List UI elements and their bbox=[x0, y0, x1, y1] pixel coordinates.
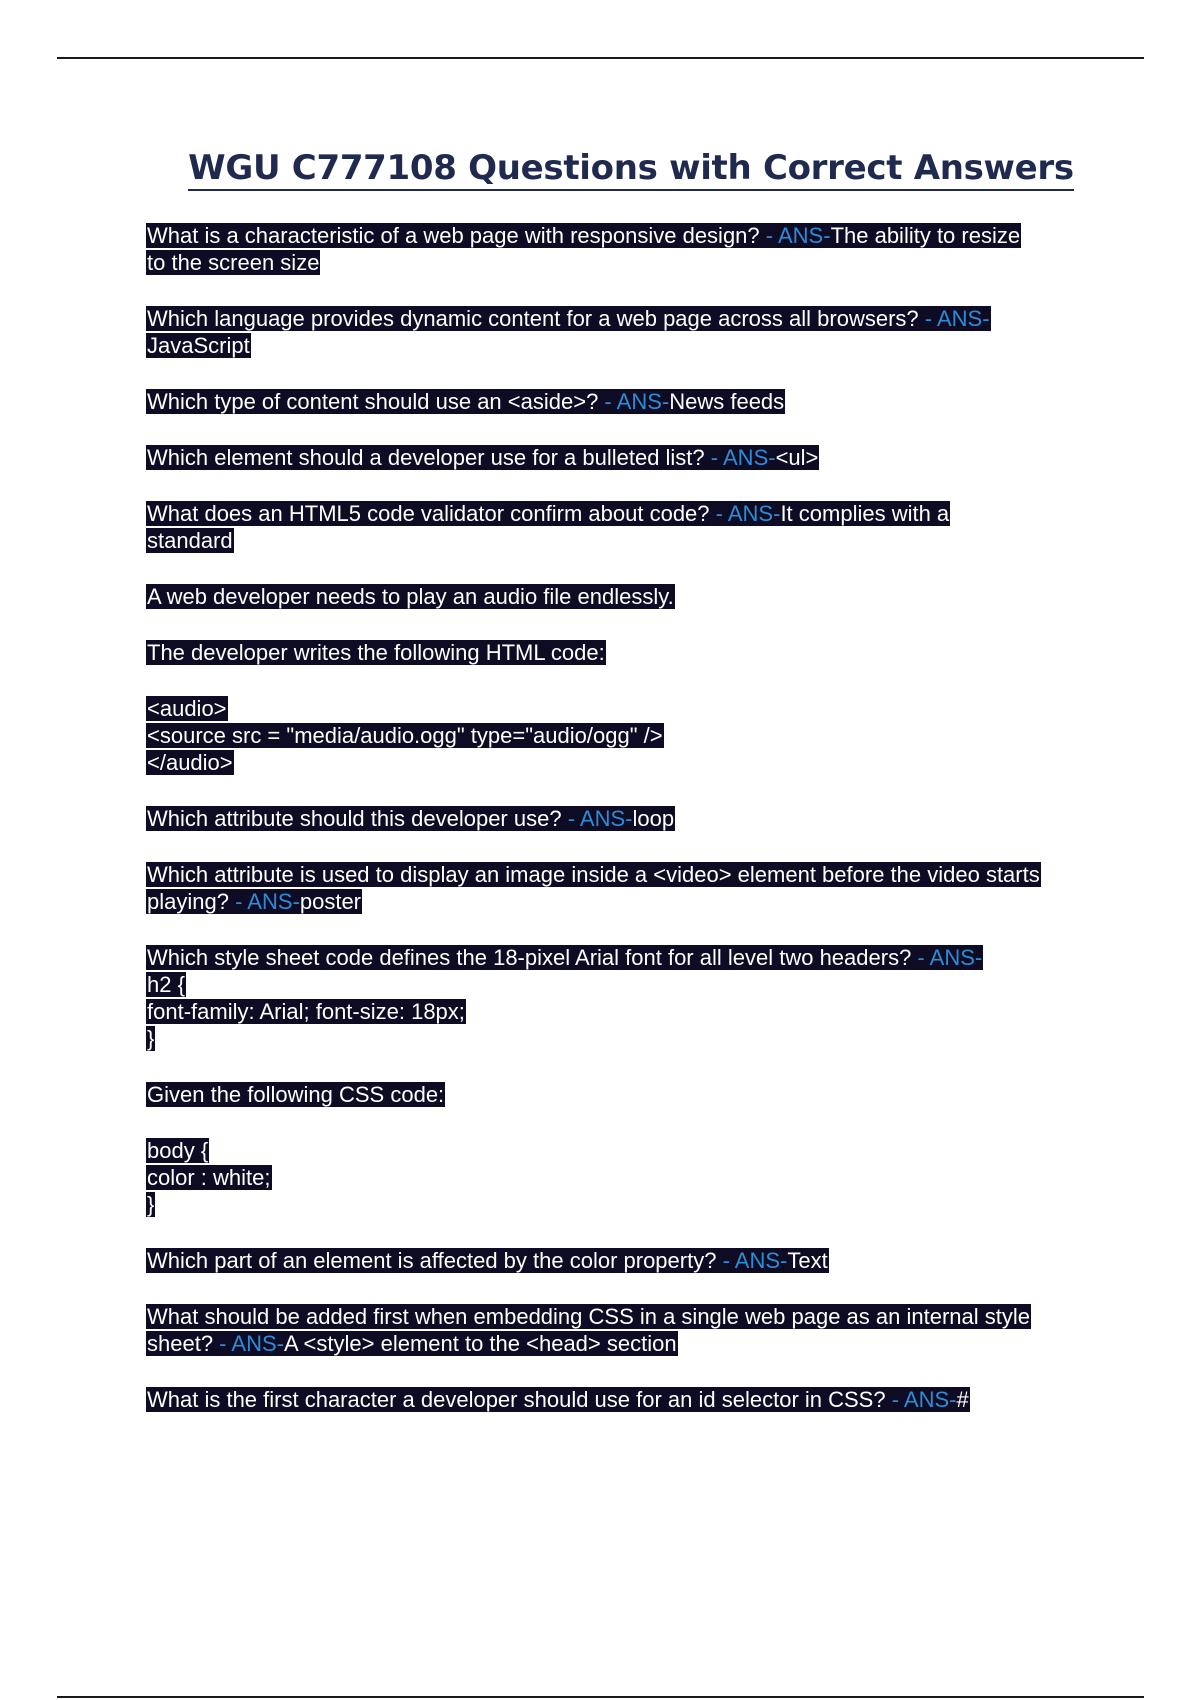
qa-item: What should be added first when embedding CSS in a single web page as an internal style sheet? - ANS-A <style> element to the <head> section bbox=[147, 1304, 1030, 1356]
qa-item: Which type of content should use an <aside>? - ANS-News feeds bbox=[147, 389, 785, 414]
qa-item: What is a characteristic of a web page with responsive design? - ANS-The ability to resize to the screen size bbox=[147, 223, 1021, 275]
qa-item: Which part of an element is affected by the color property? - ANS-Text bbox=[147, 1248, 828, 1273]
bottom-rule bbox=[57, 1696, 1144, 1698]
audio-intro: A web developer needs to play an audio file endlessly. bbox=[147, 584, 674, 609]
qa-item: What does an HTML5 code validator confirm about code? - ANS-It complies with a standard bbox=[147, 501, 950, 553]
document-title: WGU C777108 Questions with Correct Answers bbox=[0, 148, 1200, 188]
document-body bbox=[146, 222, 1086, 1442]
qa-item: Which attribute should this developer use? - ANS-loop bbox=[147, 806, 675, 831]
qa-item: Which element should a developer use for a bulleted list? - ANS-<ul> bbox=[147, 445, 819, 470]
qa-item: Which attribute is used to display an image inside a <video> element before the video starts playing? - ANS-poster bbox=[147, 862, 1040, 914]
audio-code: <audio> <source src = "media/audio.ogg" type="audio/ogg" /> </audio> bbox=[147, 696, 663, 775]
qa-item: What is the first character a developer should use for an id selector in CSS? - ANS-# bbox=[147, 1387, 969, 1412]
css-code: body { color : white; } bbox=[147, 1138, 271, 1217]
qa-item: Which style sheet code defines the 18-pixel Arial font for all level two headers? - ANS- h2 { font-family: Arial; font-size: 18px; } bbox=[147, 945, 983, 1051]
qa-item: Which language provides dynamic content for a web page across all browsers? - ANS-JavaScript bbox=[147, 306, 990, 358]
audio-writes: The developer writes the following HTML code: bbox=[147, 640, 605, 665]
top-rule bbox=[57, 57, 1144, 59]
css-intro: Given the following CSS code: bbox=[147, 1082, 445, 1107]
